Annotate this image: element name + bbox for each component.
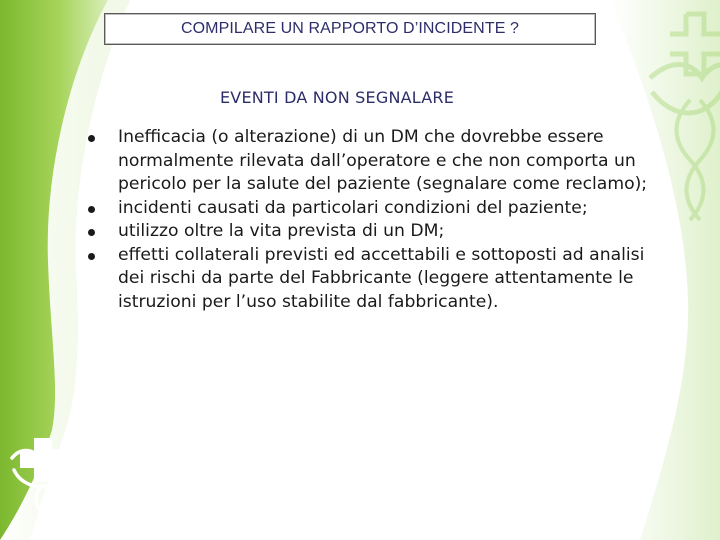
slide-title: COMPILARE UN RAPPORTO D’INCIDENTE ? bbox=[180, 20, 520, 37]
bullet-list bbox=[88, 126, 648, 314]
title-box bbox=[104, 13, 596, 45]
bullet-dot bbox=[88, 253, 95, 260]
bullet-dot bbox=[88, 206, 95, 213]
bullet-text: Inefficacia (o alterazione) di un DM che dovrebbe essere normalmente rilevata dall’operatore e che non comporta un pericolo per la salute del paziente (segnalare come reclamo); bbox=[118, 127, 648, 194]
slide-subtitle: EVENTI DA NON SEGNALARE bbox=[219, 88, 455, 107]
bullet-text: incidenti causati da particolari condizioni del paziente; bbox=[118, 197, 588, 218]
bullet-dot bbox=[88, 229, 95, 236]
bullet-text: utilizzo oltre la vita prevista di un DM; bbox=[118, 221, 445, 241]
bullet-text: effetti collaterali previsti ed accettabili e sottoposti ad analisi dei rischi da parte del Fabbricante (leggere attentamente le istruzioni per l’uso stabilite dal fabbricante). bbox=[118, 244, 645, 312]
bullet-item bbox=[88, 126, 648, 197]
bullet-item bbox=[88, 220, 648, 244]
bullet-dot bbox=[88, 135, 95, 142]
bullet-item bbox=[88, 244, 648, 315]
bullet-item bbox=[88, 197, 648, 221]
